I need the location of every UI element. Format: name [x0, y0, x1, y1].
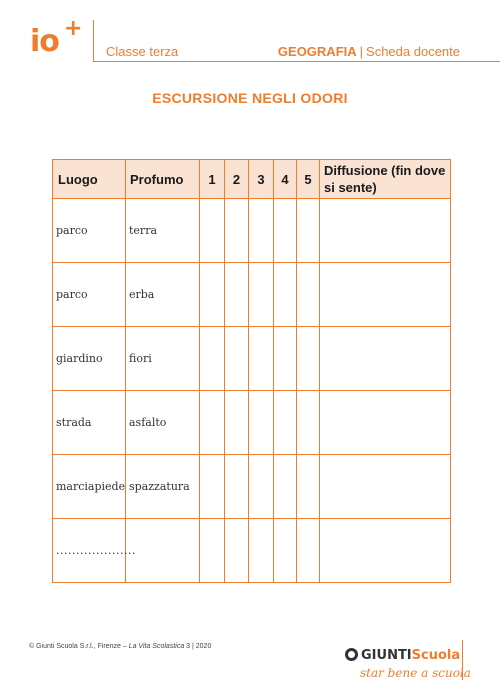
copyright-text: © Giunti Scuola S.r.l., Firenze –: [29, 643, 129, 650]
cell-diffusione: [320, 199, 451, 263]
footer-credit: [29, 643, 211, 650]
logo-text: io: [30, 24, 59, 59]
cell-luogo: strada: [53, 391, 126, 455]
cell-rating: [200, 263, 225, 327]
cell-rating: [200, 199, 225, 263]
cell-profumo: asfalto: [126, 391, 200, 455]
magazine-title: La Vita Scolastica: [128, 643, 185, 650]
cell-luogo: parco: [53, 199, 126, 263]
header-luogo: Luogo: [53, 160, 126, 199]
issue-number: 3 | 2020: [184, 643, 212, 650]
cell-rating: [225, 327, 249, 391]
header-rating-2: 2: [225, 160, 249, 199]
cell-rating: [297, 391, 320, 455]
subject-label: [278, 44, 460, 59]
logo-plus-icon: +: [64, 16, 83, 41]
cell-rating: [249, 455, 274, 519]
cell-rating: [249, 199, 274, 263]
cell-rating: [249, 327, 274, 391]
cell-rating: [249, 519, 274, 583]
cell-profumo: terra: [126, 199, 200, 263]
cell-rating: [225, 199, 249, 263]
cell-diffusione: [320, 519, 451, 583]
cell-luogo: parco: [53, 263, 126, 327]
cell-profumo: fiori: [126, 327, 200, 391]
cell-rating: [274, 327, 297, 391]
header-diffusione: Diffusione (fin dove si sente): [320, 160, 451, 199]
giunti-logo: [345, 648, 460, 663]
giunti-g-icon: [345, 648, 358, 661]
cell-rating: [274, 391, 297, 455]
cell-rating: [200, 519, 225, 583]
cell-profumo: spazzatura: [126, 455, 200, 519]
cell-rating: [274, 455, 297, 519]
cell-profumo: erba: [126, 263, 200, 327]
cell-rating: [225, 455, 249, 519]
grade-label: Classe terza: [106, 44, 179, 59]
brand-accent: Scuola: [411, 648, 461, 663]
page-title: ESCURSIONE NEGLI ODORI: [152, 90, 348, 106]
cell-profumo: [126, 519, 200, 583]
odors-table: [52, 159, 451, 583]
table-row: [53, 519, 451, 583]
header-rule: [94, 61, 500, 62]
table-row: [53, 263, 451, 327]
cell-rating: [249, 391, 274, 455]
cell-rating: [297, 455, 320, 519]
cell-diffusione: [320, 391, 451, 455]
header-rating-3: 3: [249, 160, 274, 199]
brand-main: GIUNTI: [361, 648, 412, 663]
header-rating-1: 1: [200, 160, 225, 199]
table-row: [53, 327, 451, 391]
cell-rating: [200, 327, 225, 391]
cell-diffusione: [320, 455, 451, 519]
header-rating-4: 4: [274, 160, 297, 199]
cell-rating: [274, 199, 297, 263]
header-rating-5: 5: [297, 160, 320, 199]
brand-slogan: star bene a scuola: [360, 666, 471, 680]
table-row: [53, 391, 451, 455]
subject-name: GEOGRAFIA: [277, 44, 357, 59]
table-row: [53, 455, 451, 519]
subject-separator: |: [359, 44, 364, 59]
io-logo: [30, 16, 83, 59]
cell-rating: [297, 199, 320, 263]
cell-diffusione: [320, 263, 451, 327]
cell-rating: [225, 391, 249, 455]
cell-rating: [297, 327, 320, 391]
cell-luogo: marciapiede: [53, 455, 126, 519]
cell-rating: [297, 519, 320, 583]
cell-rating: [274, 519, 297, 583]
header-vertical-divider: [93, 20, 94, 62]
header-profumo: Profumo: [126, 160, 200, 199]
cell-rating: [200, 455, 225, 519]
cell-rating: [200, 391, 225, 455]
cell-luogo-blank: ....................: [53, 519, 126, 583]
cell-rating: [225, 519, 249, 583]
sheet-type: Scheda docente: [366, 44, 460, 59]
cell-rating: [225, 263, 249, 327]
cell-rating: [249, 263, 274, 327]
cell-diffusione: [320, 327, 451, 391]
cell-luogo: giardino: [53, 327, 126, 391]
table-header-row: [53, 160, 451, 199]
cell-rating: [297, 263, 320, 327]
cell-rating: [274, 263, 297, 327]
table-row: [53, 199, 451, 263]
